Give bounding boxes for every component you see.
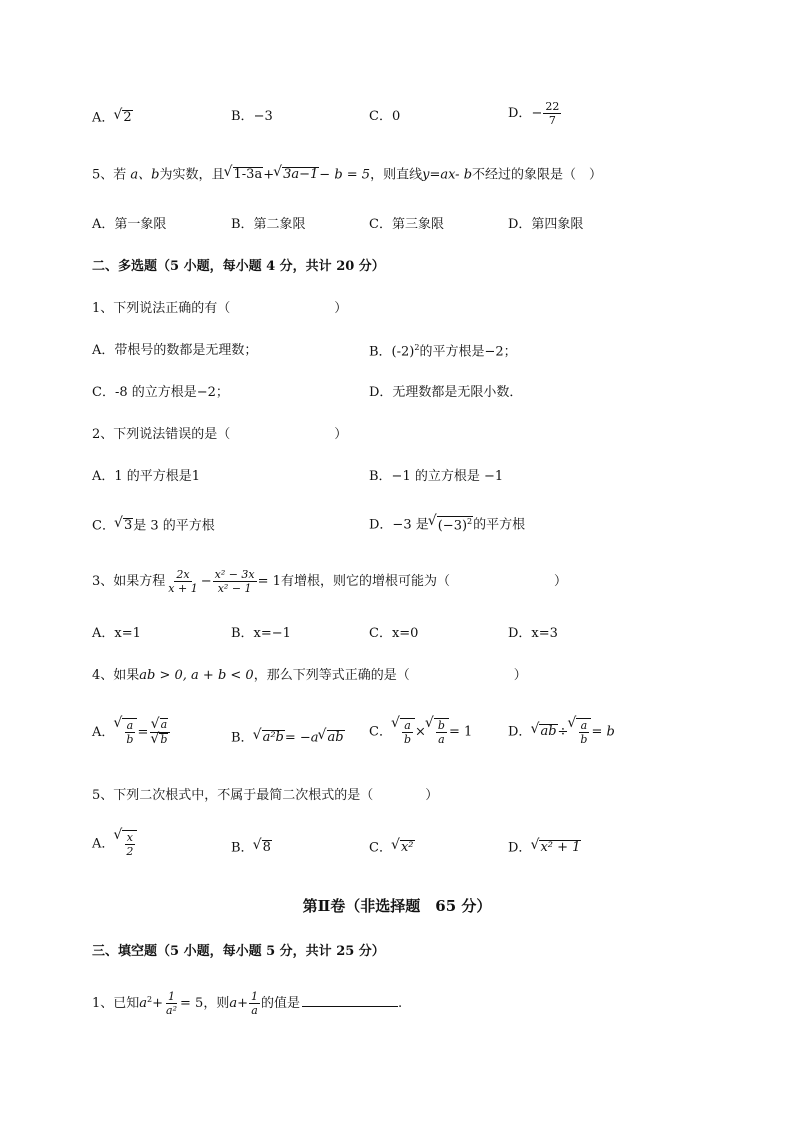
- sqrt-symbol: √ 3a−1: [274, 167, 319, 183]
- m1-stem: 1、下列说法正确的有（ ）: [92, 301, 348, 316]
- fraction: $\frac{1}{a}$: [251, 990, 258, 1018]
- m1-option-d: D．无理数都是无限小数．: [369, 385, 523, 400]
- q4-option-b: B．−3: [231, 109, 273, 124]
- m1-option-c: C．-8 的立方根是−2；: [92, 385, 229, 400]
- m5-option-c: C．√ x²: [369, 840, 415, 856]
- q5-stem: 5、若 a、b为实数，且√ 1-3a+√ 3a−1− b = 5，则直线y=ax- b不经过的象限是（ ）: [92, 167, 602, 183]
- fraction: $\frac{\text{x² − 3x}}{\text{x² − 1}}$: [214, 568, 255, 596]
- fraction: $\frac{1}{\text{a²}}$: [166, 990, 178, 1018]
- fraction: √ a √ b: [149, 718, 170, 747]
- m4-option-a: A． √ $\frac{a}{b}$ = √ a √ b: [92, 718, 171, 747]
- section-2-title: 二、多选题（5 小题，每小题 4 分，共计 20 分）: [92, 259, 385, 274]
- m2-stem: 2、下列说法错误的是（ ）: [92, 427, 348, 442]
- m5-option-b: B．√ 8: [231, 840, 272, 856]
- sqrt-symbol: √ x² + 1: [531, 840, 581, 856]
- fraction: $\frac{2x}{x + 1}$: [168, 568, 198, 596]
- m1-option-b: B．$(-2)^2$的平方根是−2；: [369, 343, 517, 360]
- sqrt-symbol: √ 8: [254, 840, 272, 856]
- q5-option-a: A．第一象限: [92, 217, 167, 232]
- part-2-title: 第Ⅱ卷（非选择题 65 分）: [302, 897, 492, 915]
- q4-option-a: A．√ 2: [92, 110, 133, 126]
- m1-option-a: A．带根号的数都是无理数；: [92, 343, 258, 358]
- answer-blank[interactable]: [302, 996, 398, 1007]
- m3-option-c: C．x=0: [369, 626, 419, 641]
- section-3-title: 三、填空题（5 小题，每小题 5 分，共计 25 分）: [92, 944, 385, 959]
- q5-option-b: B．第二象限: [231, 217, 306, 232]
- m2-option-b: B．−1 的立方根是 −1: [369, 469, 504, 484]
- sqrt-symbol: √ ab: [531, 724, 557, 740]
- m2-option-c: C．√ 3是 3 的平方根: [92, 518, 215, 534]
- f1-stem: 1、已知$a^2+$ $\frac{1}{\text{a²}}$ = 5，则a+ $\frac{1}{a}$ 的值是 .: [92, 990, 403, 1018]
- m3-stem: 3、如果方程 $\frac{2x}{x + 1}$ − $\frac{\text{x² − 3x}}{\text{x² − 1}}$ = 1有增根，则它的增根可能为（ ）: [92, 568, 567, 596]
- m4-stem: 4、如果ab > 0, a + b < 0，那么下列等式正确的是（ ）: [92, 668, 527, 683]
- q4-option-c: C．0: [369, 109, 401, 124]
- sqrt-symbol: √ 1-3a: [225, 167, 264, 183]
- m3-option-b: B．x=−1: [231, 626, 291, 641]
- sqrt-symbol: √ $\frac{x}{2}$: [114, 830, 137, 858]
- m3-option-d: D．x=3: [508, 626, 558, 641]
- m4-option-d: D．√ ab÷ √ $\frac{a}{b}$ = b: [508, 718, 615, 746]
- m5-option-a: A． √ $\frac{x}{2}$: [92, 830, 137, 858]
- sqrt-symbol: √ x²: [392, 840, 415, 856]
- m2-option-a: A．1 的平方根是1: [92, 469, 201, 484]
- sqrt-symbol: √ $(-3)^2$: [429, 516, 473, 534]
- q5-option-c: C．第三象限: [369, 217, 444, 232]
- m3-option-a: A．x=1: [92, 626, 141, 641]
- sqrt-symbol: √ 3: [115, 518, 133, 534]
- q5-option-d: D．第四象限: [508, 217, 584, 232]
- sqrt-symbol: √ $\frac{a}{b}$: [392, 718, 415, 746]
- sqrt-symbol: √ a²b: [254, 730, 285, 746]
- m4-option-c: C． √ $\frac{a}{b}$ × √ $\frac{b}{a}$ = 1: [369, 718, 472, 746]
- sqrt-symbol: √ 2: [114, 110, 132, 126]
- sqrt-symbol: √ $\frac{a}{b}$: [114, 718, 137, 746]
- fraction: $\frac{22}{7}$: [545, 100, 560, 128]
- m4-option-b: B．√ a²b= −a√ ab: [231, 730, 345, 746]
- m2-option-d: D．−3 是√ $(-3)^2$的平方根: [369, 516, 525, 534]
- m5-option-d: D．√ x² + 1: [508, 840, 581, 856]
- q4-option-d: D．− $\frac{22}{7}$: [508, 100, 560, 128]
- m5-stem: 5、下列二次根式中，不属于最简二次根式的是（ ）: [92, 788, 439, 803]
